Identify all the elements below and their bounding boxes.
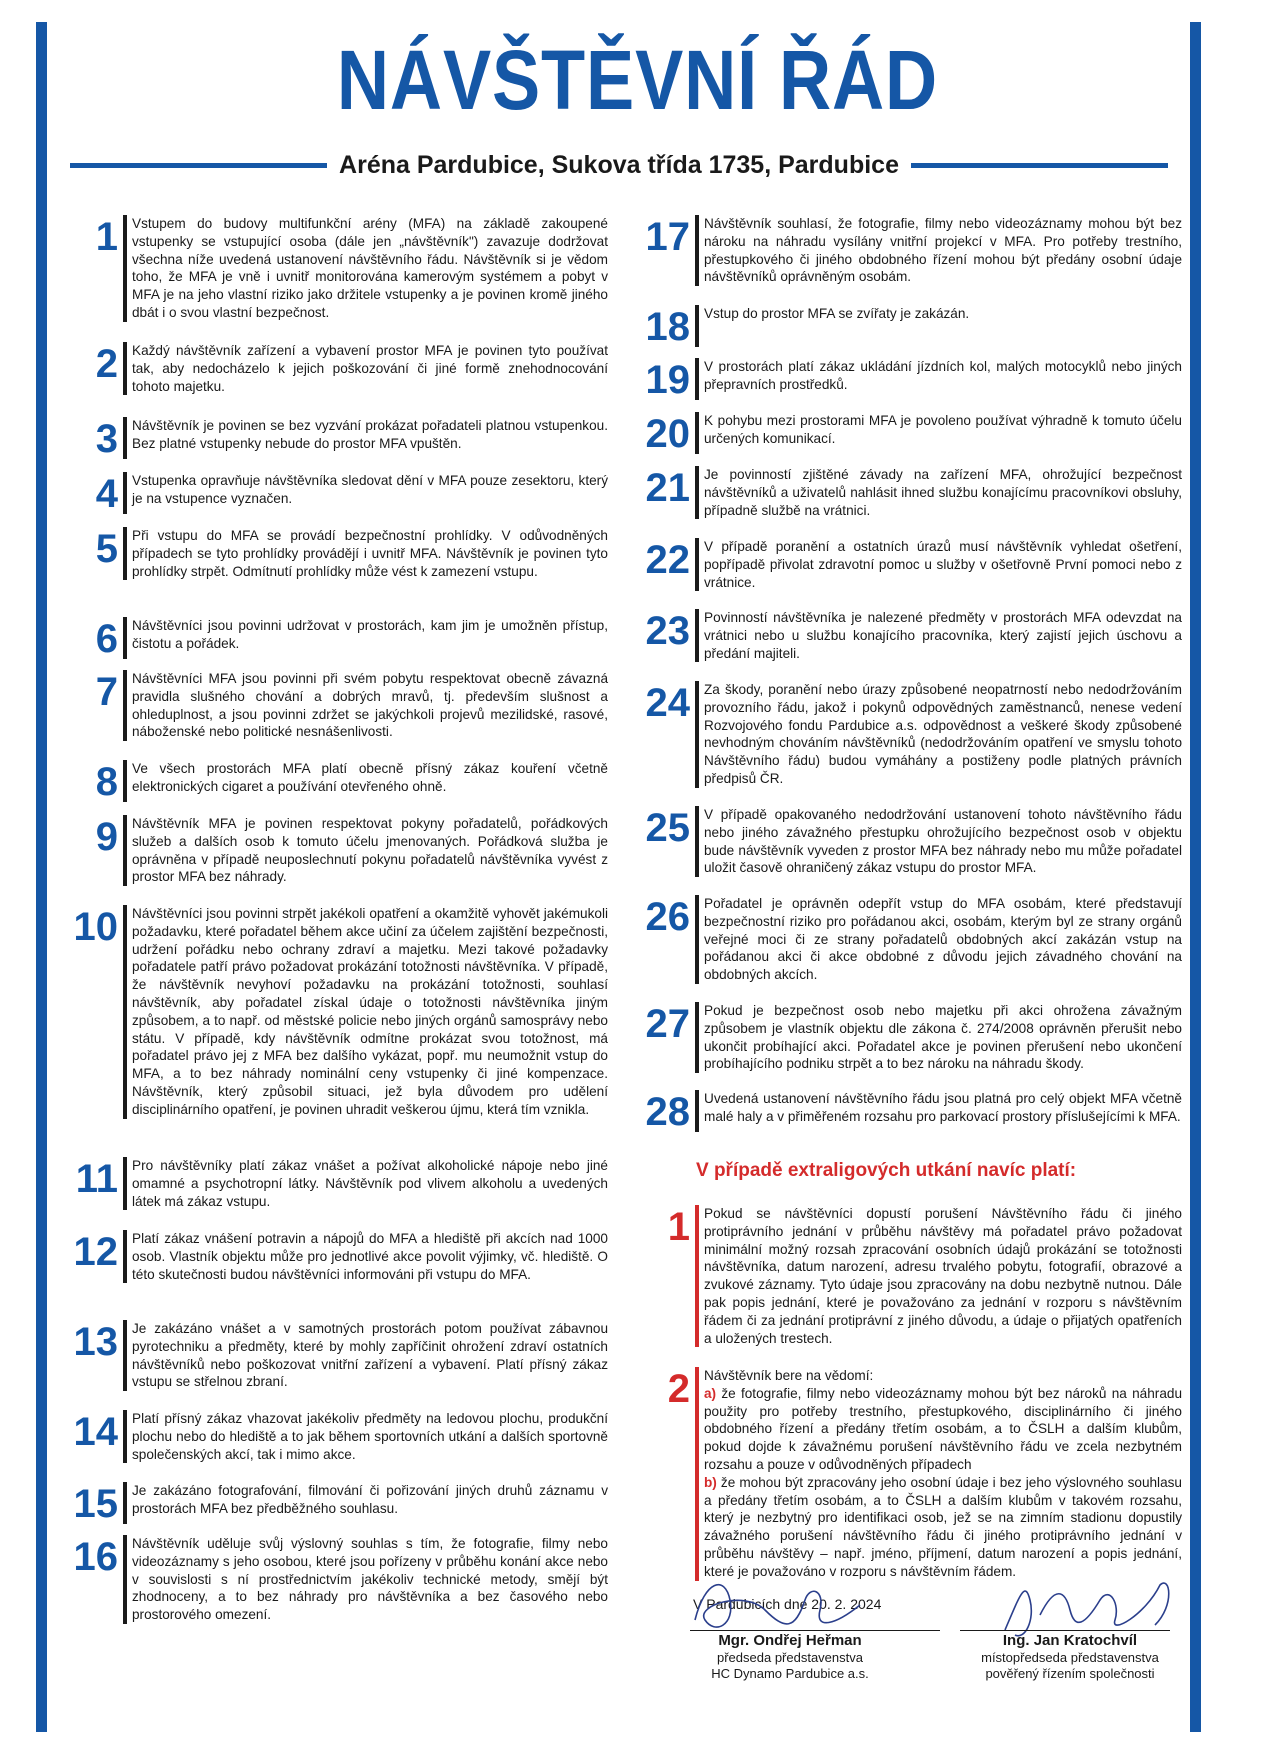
rule-24 <box>628 681 1182 788</box>
rule-5 <box>56 527 608 580</box>
left-border-bar <box>36 22 47 1732</box>
rule-number: 7 <box>95 670 118 714</box>
rule-number: 9 <box>95 815 118 859</box>
page-title: NÁVŠTĚVNÍ ŘÁD <box>336 33 939 127</box>
rule-text: Ve všech prostorách MFA platí obecně přísný zákaz kouření včetně elektronických cigaret a používání otevřeného ohně. <box>123 760 608 802</box>
rule-text: Každý návštěvník zařízení a vybavení prostor MFA je povinen tyto používat tak, aby nedocházelo k jejich poškozování či jiné formě znehodnocování tohoto majetku. <box>123 342 608 395</box>
rule-text: Návštěvníci jsou povinni strpět jakékoli opatření a okamžitě vyhovět jakémukoli požadavku, které pořadatel během akce učiní za účelem zajištění bezpečnosti, udržení pořádku nebo ochrany zdraví a majetku. Mezi takové požadavky pořadatele patří právo požadovat prokázání totožnosti návštěvníka. V případě, že návštěvník nevyhoví požadavku na prokázání totožnosti, souhlasí návštěvník, aby pořadatel získal údaje o totožnosti návštěvníka jiným způsobem, a to např. od městské policie nebo jiných orgánů samosprávy nebo státu. V případě, kdy návštěvník odmítne prokázat svou totožnost, má pořadatel právo jej z MFA bez dalšího vykázat, popř. mu neumožnit vstup do MFA, a to bez náhrady nominální ceny vstupenky či jiné kompenzace. Návštěvník, který způsobil situaci, jež byla důvodem pro udělení disciplinárního opatření, je povinen uhradit veškerou újmu, která tím vznikla. <box>123 905 608 1119</box>
rule-14 <box>56 1410 608 1463</box>
rule-number: 11 <box>75 1157 118 1201</box>
signature-line-1 <box>690 1630 940 1631</box>
rule-text: Vstup do prostor MFA se zvířaty je zakázán. <box>695 305 1182 347</box>
rule-text: V případě opakovaného nedodržování ustanovení tohoto návštěvního řádu nebo jiného závažného přestupku ohrožujícího bezpečnost osob v objektu bude návštěvník vyveden z prostor MFA bez náhrady nebo mu může pořadatel uložit časově ohraničený zákaz vstupu do prostor MFA. <box>695 806 1182 877</box>
rule-text: Platí zákaz vnášení potravin a nápojů do MFA a hlediště při akcích nad 1000 osob. Vlastník objektu může pro jednotlivé akce povolit výjimky, vč. hlediště. O této skutečnosti budou návštěvníci informováni při vstupu do MFA. <box>123 1230 608 1283</box>
rule-text: Vstupem do budovy multifunkční arény (MFA) na základě zakoupené vstupenky se vstupující osoba (dále jen „návštěvník") zavazuje dodržovat všechna níže uvedená ustanovení návštěvního řádu. Návštěvník si je vědom toho, že MFA je vně i uvnitř monitorována kamerovým systémem a pobyt v MFA je na jeho vlastní riziko jako držitele vstupenky a je povinen kromě jiného dbát i o svou vlastní bezpečnost. <box>123 215 608 322</box>
rule-number: 23 <box>645 609 690 653</box>
rule-10 <box>56 905 608 1119</box>
rule-8 <box>56 760 608 802</box>
rule-26 <box>628 895 1182 984</box>
rule-text: Platí přísný zákaz vhazovat jakékoliv předměty na ledovou plochu, produkční plochu nebo do hlediště a to jak během sportovních utkání a dalších sportovně společenských akcí, tak i mimo akce. <box>123 1410 608 1463</box>
rule-number: 25 <box>645 806 690 850</box>
rule-number: 13 <box>73 1320 118 1364</box>
item-b-text: že mohou být zpracovány jeho osobní údaje i bez jeho výslovného souhlasu a předány třetím osobám, a to ČSLH a dalším klubům v takovém rozsahu, který je nezbytný pro identifikaci osob, jež se na zimním stadionu dopustily závažného porušení návštěvního řádu či jiného protiprávního jednání v průběhu návštěvy – např. jméno, příjmení, datum narození a popis jednání, které je považováno v rozporu s návštěvním řádem. <box>704 1474 1182 1579</box>
rule-number: 2 <box>95 342 118 386</box>
rule-text: Pokud je bezpečnost osob nebo majetku při akci ohrožena závažným způsobem je vlastník objektu dle zákona č. 274/2008 oprávněn přerušit nebo ukončit probíhající akci. Pořadatel akce je povinen přerušení nebo ukončení probíhajícího podniku strpět a to bez nároku na náhradu škody. <box>695 1002 1182 1073</box>
rule-number: 21 <box>645 466 690 510</box>
rule-20 <box>628 412 1182 454</box>
subtitle-line-right <box>911 163 1168 168</box>
rule-text: Uvedená ustanovení návštěvního řádu jsou platná pro celý objekt MFA včetně malé haly a v přiměřeném rozsahu pro parkovací prostory příslušejícími k MFA. <box>695 1090 1182 1132</box>
signer-2-company: pověřený řízením společnosti <box>985 1666 1155 1681</box>
rule-11 <box>56 1157 608 1210</box>
extraliga-rule-2-intro: Návštěvník bere na vědomí: <box>704 1368 874 1383</box>
rule-number: 12 <box>73 1230 118 1274</box>
rule-text: Při vstupu do MFA se provádí bezpečnostní prohlídky. V odůvodněných případech se tyto prohlídky provádějí i uvnitř MFA. Návštěvník je povinen tyto prohlídky strpět. Odmítnutí prohlídky může vést k zamezení vstupu. <box>123 527 608 580</box>
rule-number: 19 <box>645 358 690 402</box>
signer-2-role: místopředseda představenstva <box>981 1650 1159 1665</box>
rule-number: 18 <box>645 305 690 349</box>
rule-number: 17 <box>645 215 690 259</box>
rule-3 <box>56 417 608 459</box>
extraliga-rule-1 <box>628 1205 1182 1347</box>
rule-text: Návštěvníci MFA jsou povinni při svém pobytu respektovat obecně závazná pravidla slušného chování a dobrých mravů, tj. především slušnost a ohleduplnost, a jsou povinni zdržet se jakýchkoli projevů mezilidské, rasové, náboženské nebo politické nesnášenlivosti. <box>123 670 608 741</box>
subtitle-line-left <box>70 163 327 168</box>
rule-text: Za škody, poranění nebo úrazy způsobené neopatrností nebo nedodržováním provozního řádu, jakož i pokynů odpovědných zaměstnanců, nenese vedení Rozvojového fondu Pardubice a.s. odpovědnost a veškeré škody způsobené nevhodným chováním návštěvníků (nedodržováním opatření ve smyslu tohoto Návštěvního řádu) budou vymáhány a postiženy podle platných právních předpisů ČR. <box>695 681 1182 788</box>
signer-1 <box>680 1632 900 1682</box>
rule-text: Pořadatel je oprávněn odepřít vstup do MFA osobám, které představují bezpečnostní riziko pro pořádanou akci, osobám, kterým byl ze strany orgánů veřejné moci či ze strany pořadatelů obdobných akcí zakázán vstup na pořádanou akci či akce obdobné z důvodu jejich závadného chování na obdobných akcích. <box>695 895 1182 984</box>
signer-2 <box>960 1632 1180 1682</box>
extraliga-rule-2 <box>628 1367 1182 1581</box>
rule-12 <box>56 1230 608 1283</box>
rule-number: 26 <box>645 895 690 939</box>
rule-number: 3 <box>95 417 118 461</box>
rule-2 <box>56 342 608 395</box>
rule-text: Návštěvník uděluje svůj výslovný souhlas s tím, že fotografie, filmy nebo videozáznamy s jeho osobou, které jsou pořízeny v průběhu konání akce nebo v souvislosti s ní prostřednictvím jakékoliv technické metody, smějí být zhodnoceny, a to bez náhrady pro návštěvníka a bez časového nebo prostorového omezení. <box>123 1535 608 1624</box>
rule-28 <box>628 1090 1182 1132</box>
rule-number: 8 <box>95 760 118 804</box>
rule-number: 5 <box>95 527 118 571</box>
venue-address: Aréna Pardubice, Sukova třída 1735, Pardubice <box>339 150 899 179</box>
extraliga-heading: V případě extraligových utkání navíc platí: <box>696 1160 1077 1181</box>
rule-19 <box>628 358 1182 400</box>
rule-text: K pohybu mezi prostorami MFA je povoleno používat výhradně k tomuto účelu určených komunikací. <box>695 412 1182 454</box>
signature-line-2 <box>960 1630 1170 1631</box>
place-and-date: V Pardubicích dne 20. 2. 2024 <box>693 1596 882 1612</box>
rule-16 <box>56 1535 608 1624</box>
rule-text: Návštěvník souhlasí, že fotografie, filmy nebo videozáznamy mohou být bez nároku na náhradu vysílány vnitřní projekcí v MFA. Pro potřeby trestního, přestupkového či jiného obdobného řízení mohou být předány osobní údaje návštěvníků oprávněným osobám. <box>695 215 1182 286</box>
extraliga-rule-2-b <box>704 1474 1182 1581</box>
extraliga-rule-number: 2 <box>667 1367 690 1411</box>
rule-27 <box>628 1002 1182 1073</box>
rule-7 <box>56 670 608 741</box>
rule-number: 24 <box>645 681 690 725</box>
rule-number: 15 <box>73 1482 118 1526</box>
signer-1-company: HC Dynamo Pardubice a.s. <box>711 1666 869 1681</box>
rule-number: 10 <box>73 905 118 949</box>
rule-text: Pro návštěvníky platí zákaz vnášet a požívat alkoholické nápoje nebo jiné omamné a psychotropní látky. Návštěvník pod vlivem alkoholu a uvedených látek má zákaz vstupu. <box>123 1157 608 1210</box>
rule-22 <box>628 538 1182 591</box>
item-b-label: b) <box>704 1474 717 1490</box>
rule-number: 6 <box>95 617 118 661</box>
rule-6 <box>56 617 608 659</box>
rule-13 <box>56 1320 608 1391</box>
rule-text: Je povinností zjištěné závady na zařízení MFA, ohrožující bezpečnost návštěvníků a uživatelů nahlásit ihned službu konajícímu pracovníkovi obsluhy, případně službě na vrátnici. <box>695 466 1182 519</box>
extraliga-rule-text <box>695 1367 1182 1581</box>
rule-1 <box>56 215 608 322</box>
rule-number: 14 <box>73 1410 118 1454</box>
rule-text: Je zakázáno fotografování, filmování či pořizování jiných druhů záznamu v prostorách MFA bez předběžného souhlasu. <box>123 1482 608 1524</box>
rule-number: 28 <box>645 1090 690 1134</box>
signer-2-name: Ing. Jan Kratochvíl <box>1002 1632 1138 1649</box>
rule-text: Vstupenka opravňuje návštěvníka sledovat dění v MFA pouze zesektoru, který je na vstupence vyznačen. <box>123 472 608 514</box>
rule-9 <box>56 815 608 886</box>
rule-4 <box>56 472 608 514</box>
rule-number: 16 <box>73 1535 118 1579</box>
rule-number: 22 <box>645 538 690 582</box>
rule-number: 1 <box>95 215 118 259</box>
right-border-bar <box>1190 22 1201 1732</box>
extraliga-rule-text: Pokud se návštěvníci dopustí porušení Návštěvního řádu či jiného protiprávního jednání v průběhu návštěvy má pořadatel právo požadovat minimální možný rozsah zpracování osobních údajů prokázání se totožnosti návštěvníka, datum narození, adresu trvalého pobytu, fotografií, obrazové a zvukové záznamy. Tyto údaje jsou zpracovány na dobu nezbytně nutnou. Dále pak popis jednání, které je považováno za jednání v rozporu s návštěvním řádem či za jednání protiprávní z jiného důvodu, a údaje o přijatých opatřeních a uložených trestech. <box>695 1205 1182 1347</box>
rule-text: Je zakázáno vnášet a v samotných prostorách potom používat zábavnou pyrotechniku a předměty, které by mohly zapříčinit ohrožení zdraví ostatních návštěvníků nebo poškozovat vnitřní zařízení a vybavení. Platí přísný zákaz vstupu se střelnou zbraní. <box>123 1320 608 1391</box>
rule-text: Návštěvníci jsou povinni udržovat v prostorách, kam jim je umožněn přístup, čistotu a pořádek. <box>123 617 608 659</box>
rule-number: 20 <box>645 412 690 456</box>
rule-25 <box>628 806 1182 877</box>
item-a-label: a) <box>704 1385 717 1401</box>
subtitle-row <box>70 148 1168 182</box>
rule-text: Povinností návštěvníka je nalezené předměty v prostorách MFA odevzdat na vrátnici nebo u službu konajícího pracovníka, který zajistí jejich úschovu a předání majiteli. <box>695 609 1182 662</box>
rule-text: V případě poranění a ostatních úrazů musí návštěvník vyhledat ošetření, popřípadě přivolat zdravotní pomoc u služby v ošetřovně První pomoci nebo z vrátnice. <box>695 538 1182 591</box>
rule-21 <box>628 466 1182 519</box>
signer-1-name: Mgr. Ondřej Heřman <box>718 1632 862 1649</box>
rule-text: Návštěvník je povinen se bez vyzvání prokázat pořadateli platnou vstupenkou. Bez platné vstupenky nebude do prostor MFA vpuštěn. <box>123 417 608 459</box>
signer-1-role: předseda představenstva <box>717 1650 863 1665</box>
extraliga-rule-2-a <box>704 1385 1182 1474</box>
item-a-text: že fotografie, filmy nebo videozáznamy mohou být bez nároků na náhradu použity pro potřeby trestního, přestupkového, disciplinárního či jiného obdobného řízení a předány třetím osobám, a to ČSLH a dalším klubům, pokud dojde k závažnému porušení návštěvního řádu ve zcela nezbytném rozsahu a pouze v odůvodněných případech <box>704 1385 1182 1472</box>
rule-17 <box>628 215 1182 286</box>
rule-18 <box>628 305 1182 347</box>
rule-number: 27 <box>645 1002 690 1046</box>
rule-text: V prostorách platí zákaz ukládání jízdních kol, malých motocyklů nebo jiných přepravních prostředků. <box>695 358 1182 400</box>
rule-15 <box>56 1482 608 1524</box>
extraliga-rule-number: 1 <box>667 1205 690 1249</box>
rule-number: 4 <box>95 472 118 516</box>
rule-23 <box>628 609 1182 662</box>
rule-text: Návštěvník MFA je povinen respektovat pokyny pořadatelů, pořádkových služeb a dalších osob k tomuto účelu jmenovaných. Pořádková služba je oprávněna v případě neuposlechnutí pokynu pořadatelů návštěvníka vyvést z prostor MFA bez náhrady. <box>123 815 608 886</box>
